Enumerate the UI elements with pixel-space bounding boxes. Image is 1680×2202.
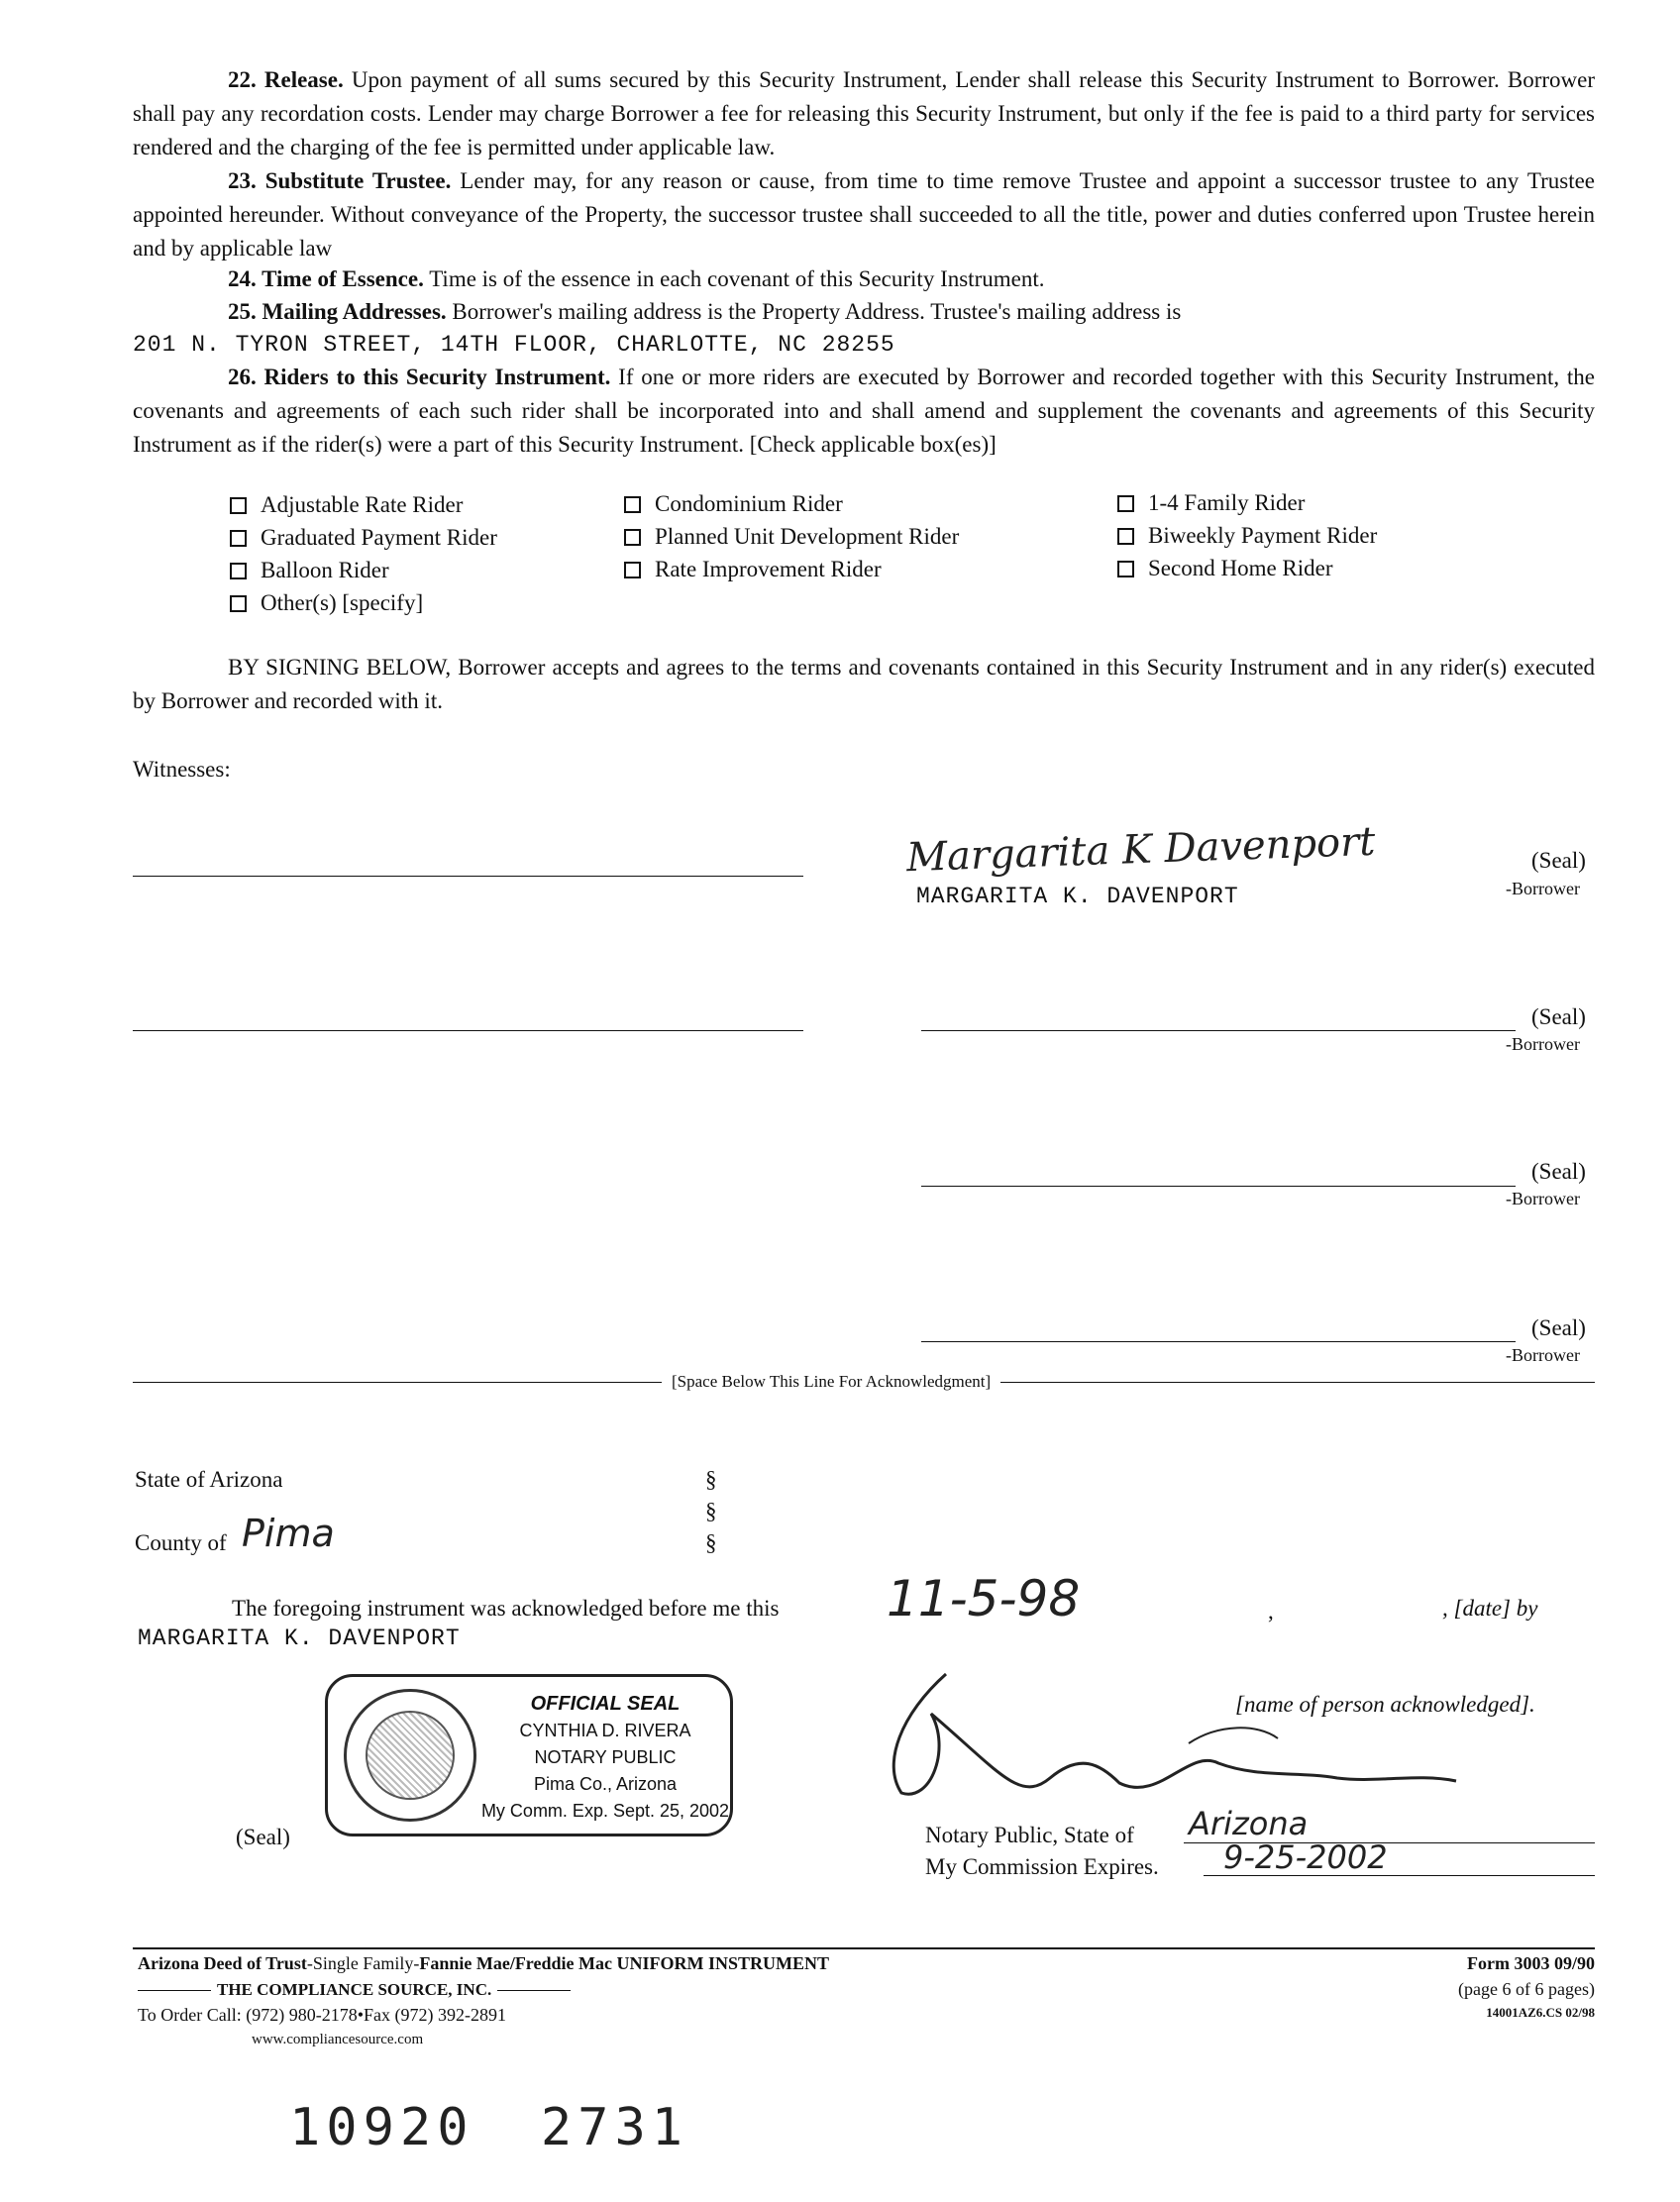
name-of-person-label: [name of person acknowledged]. [1235,1692,1535,1717]
witness-line[interactable] [133,876,803,877]
commission-line[interactable] [1204,1875,1595,1876]
footer-code: 14001AZ6.CS 02/98 [1486,2005,1595,2020]
seal-label: (Seal) [1531,848,1586,873]
section-24-text: Time is of the essence in each covenant of this Security Instrument. [429,266,1045,291]
section-25-text: Borrower's mailing address is the Property Address. Trustee's mailing address is [452,299,1182,324]
checkbox-box[interactable] [1117,561,1134,577]
section-23 [133,164,1595,265]
checkbox-box[interactable] [624,529,641,546]
borrower-signature-line[interactable] [921,1030,1516,1031]
rider-checkbox[interactable] [1117,490,1305,516]
witness-line[interactable] [133,1030,803,1031]
rider-checkbox[interactable] [1117,523,1377,549]
rider-checkbox[interactable] [230,525,497,551]
section-25-heading: 25. Mailing Addresses. [228,299,447,324]
borrower-label: -Borrower [1506,1034,1580,1054]
date-by-label: , [date] by [1442,1596,1538,1621]
checkbox-box[interactable] [1117,528,1134,545]
section-symbol: § [705,1467,717,1492]
rider-checkbox[interactable] [230,492,463,518]
footer-web: www.compliancesource.com [252,2032,424,2047]
footer-company-rule-right [497,1990,571,1991]
rider-checkbox[interactable] [624,524,959,550]
footer-rule [133,1947,1595,1949]
trustee-address: 201 N. TYRON STREET, 14TH FLOOR, CHARLOTTE, NC 28255 [133,332,895,358]
checkbox-box[interactable] [230,563,247,579]
footer-company-name: THE COMPLIANCE SOURCE, INC. [217,1980,492,1999]
notary-state-handwritten: Arizona [1189,1805,1309,1842]
section-22-heading: 22. Release. [228,67,344,92]
divider-line-left [133,1382,662,1383]
footer-company-rule-left [138,1990,211,1991]
seal-left-label: (Seal) [236,1825,290,1849]
divider-label: [Space Below This Line For Acknowledgment] [672,1372,992,1391]
borrower-label: -Borrower [1506,879,1580,898]
acknowledgment-divider [133,1370,1595,1394]
signing-statement: BY SIGNING BELOW, Borrower accepts and agrees to the terms and covenants contained in this Security Instrument and in any rider(s) executed by Borrower and recorded with it. [133,655,1595,713]
borrower-label: -Borrower [1506,1189,1580,1208]
section-23-heading: 23. Substitute Trustee. [228,168,452,193]
ack-date-handwritten: 11-5-98 [887,1570,1081,1627]
checkbox-box[interactable] [624,496,641,513]
record-number: 10920 2731 [289,2098,689,2157]
footer-title [138,1953,829,1974]
rider-label: Second Home Rider [1148,556,1333,580]
witnesses-label: Witnesses: [133,757,231,782]
date-comma: , [1268,1599,1274,1624]
section-22 [133,63,1595,164]
section-24-heading: 24. Time of Essence. [228,266,424,291]
notary-seal-text [476,1691,734,1825]
county-label: County of [135,1530,227,1555]
borrower-signature-line[interactable] [921,1186,1516,1187]
rider-checkbox[interactable] [624,491,843,517]
rider-label: Balloon Rider [261,558,389,582]
commission-label: My Commission Expires. [925,1854,1159,1879]
section-22-text: Upon payment of all sums secured by this Security Instrument, Lender shall release this Security Instrument to Borrower. Borrower shall pay any recordation costs. Lender may charge Borrower a fee for releasing this Security Instrument, but only if the fee is paid to a third party for services rendered and the charging of the fee is permitted under applicable law. [133,67,1596,159]
footer-title-bold: Arizona Deed of Trust [138,1953,307,1973]
county-handwritten: Pima [242,1512,335,1555]
ack-person-name: MARGARITA K. DAVENPORT [138,1625,461,1651]
checkbox-box[interactable] [230,497,247,514]
checkbox-box[interactable] [230,595,247,612]
rider-label: Planned Unit Development Rider [655,524,960,549]
section-symbol: § [705,1499,717,1523]
section-26-heading: 26. Riders to this Security Instrument. [228,365,611,389]
seal-label: (Seal) [1531,1315,1586,1340]
section-25 [228,295,1595,329]
footer-order: To Order Call: (972) 980-2178•Fax (972) 392-2891 [138,2005,506,2025]
footer-title-bold2: Fannie Mae/Freddie Mac UNIFORM INSTRUMENT [419,1953,829,1973]
section-symbol: § [705,1530,717,1555]
borrower-signature: Margarita K Davenport [905,818,1377,882]
footer-company [138,1980,571,2000]
checkbox-box[interactable] [1117,495,1134,512]
section-26 [133,361,1595,462]
seal-label: (Seal) [1531,1004,1586,1029]
notary-signature [862,1654,1476,1813]
borrower-name: MARGARITA K. DAVENPORT [916,884,1239,909]
notary-seal-name: CYNTHIA D. RIVERA [519,1721,691,1740]
footer-form: Form 3003 09/90 [1467,1953,1595,1973]
section-23-text: Lender may, for any reason or cause, from time to time remove Trustee and appoint a successor trustee to any Trustee appointed hereunder. Without conveyance of the Property, the successor trustee shall succeeded to all the title, power and duties conferred upon Trustee herein and by applicable law [133,168,1595,261]
rider-label: Condominium Rider [655,491,843,516]
rider-checkbox[interactable] [1117,556,1333,581]
notary-seal-expires: My Comm. Exp. Sept. 25, 2002 [480,1801,730,1821]
rider-checkbox[interactable] [230,558,389,583]
notary-official-seal [325,1674,733,1836]
rider-label: Rate Improvement Rider [655,557,882,581]
notary-seal-title: OFFICIAL SEAL [530,1693,681,1715]
borrower-signature-line[interactable] [921,1341,1516,1342]
seal-label: (Seal) [1531,1159,1586,1184]
rider-label: Adjustable Rate Rider [261,492,464,517]
footer-page: (page 6 of 6 pages) [1458,1979,1595,1999]
footer-title-rest: -Single Family- [306,1953,420,1973]
rider-checkbox[interactable] [624,557,882,582]
borrower-label: -Borrower [1506,1345,1580,1365]
notary-seal-emblem [344,1689,476,1822]
commission-handwritten: 9-25-2002 [1223,1838,1388,1876]
notary-seal-role: NOTARY PUBLIC [534,1747,677,1767]
rider-label: Graduated Payment Rider [261,525,497,550]
checkbox-box[interactable] [624,562,641,578]
notary-seal-inner [366,1711,455,1800]
notary-state-label: Notary Public, State of [925,1823,1134,1847]
rider-label: 1-4 Family Rider [1148,490,1306,515]
divider-line-right [1000,1382,1595,1383]
state-line: State of Arizona [135,1467,283,1492]
section-26-text: If one or more riders are executed by Borrower and recorded together with this Security Instrument, the covenants and agreements of each such rider shall be incorporated into and shall amend and supplement the covenants and agreements of this Security Instrument as if the rider(s) were a part of this Security Instrument. [Check applicable box(es)] [133,365,1596,457]
notary-seal-county: Pima Co., Arizona [533,1774,678,1794]
rider-label: Other(s) [specify] [261,590,424,615]
rider-label: Biweekly Payment Rider [1148,523,1378,548]
foregoing-text: The foregoing instrument was acknowledged before me this [232,1596,780,1621]
checkbox-box[interactable] [230,530,247,547]
rider-checkbox[interactable] [230,590,423,616]
section-24 [228,262,1595,296]
